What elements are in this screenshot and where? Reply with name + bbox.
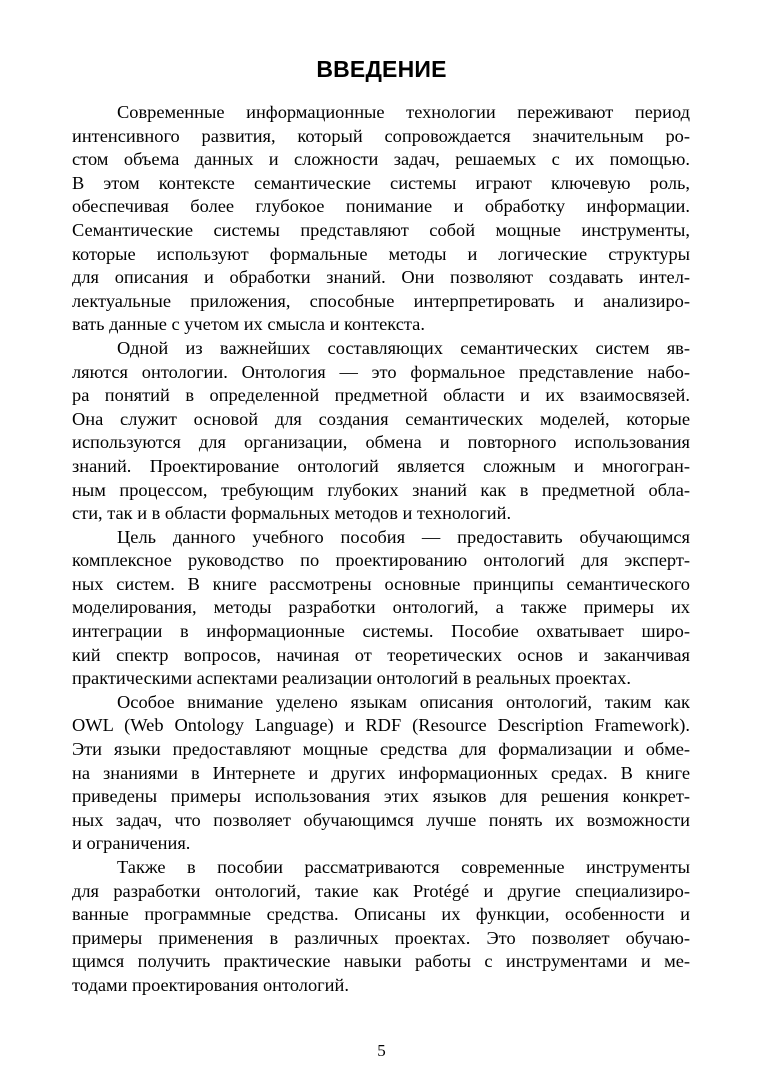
text-line: для описания и обработки знаний. Они позволяют создавать интел- (72, 267, 690, 288)
text-line: интенсивного развития, который сопровождается значительным ро- (72, 125, 690, 146)
text-line: и ограничения. (72, 833, 191, 854)
text-line: приведены примеры использования этих языков для решения конкрет- (72, 786, 690, 807)
text-line: лектуальные приложения, способные интерпретировать и анализиро- (72, 290, 690, 311)
text-line: вать данные с учетом их смысла и контекста. (72, 314, 425, 335)
text-line: используются для организации, обмена и повторного использования (72, 432, 690, 453)
text-line: ных задач, что позволяет обучающимся лучше понять их возможности (72, 809, 690, 830)
text-line: ра понятий в определенной предметной области и их взаимосвязей. (72, 385, 690, 406)
text-line: комплексное руководство по проектированию онтологий для эксперт- (72, 550, 690, 571)
text-line: для разработки онтологий, такие как Protégé и другие специализиро- (72, 880, 690, 901)
text-line: щимся получить практические навыки работы с инструментами и ме- (72, 951, 690, 972)
text-line: обеспечивая более глубокое понимание и обработку информации. (72, 196, 690, 217)
text-line: ляются онтологии. Онтология — это формальное представление набо- (72, 361, 690, 382)
text-line: ных систем. В книге рассмотрены основные принципы семантического (72, 573, 690, 594)
text-line: интеграции в информационные системы. Пособие охватывает широ- (72, 621, 690, 642)
text-line: на знаниями в Интернете и других информационных средах. В книге (72, 762, 690, 783)
text-line: стом объема данных и сложности задач, решаемых с их помощью. (72, 149, 690, 170)
text-line: Семантические системы представляют собой мощные инструменты, (72, 219, 690, 240)
text-line: Современные информационные технологии переживают период (117, 102, 690, 122)
text-line: примеры применения в различных проектах. Это позволяет обучаю- (72, 927, 690, 948)
text-line: В этом контексте семантические системы играют ключевую роль, (72, 172, 690, 193)
text-line: практическими аспектами реализации онтологий в реальных проектах. (72, 668, 631, 689)
text-line: Эти языки предоставляют мощные средства для формализации и обме- (72, 739, 690, 760)
text-line: сти, так и в области формальных методов и технологий. (72, 503, 512, 524)
text-line: которые используют формальные методы и логические структуры (72, 243, 690, 264)
text-line: тодами проектирования онтологий. (72, 974, 349, 995)
text-line: знаний. Проектирование онтологий является сложным и многогран- (72, 455, 690, 476)
page-number: 5 (377, 1041, 386, 1060)
page-title: ВВЕДЕНИЕ (316, 56, 447, 82)
text-line: Цель данного учебного пособия — предоставить обучающимся (117, 526, 690, 547)
text-line: Она служит основой для создания семантических моделей, которые (72, 408, 690, 429)
text-line: ным процессом, требующим глубоких знаний как в предметной обла- (72, 479, 690, 500)
text-line: кий спектр вопросов, начиная от теоретических основ и заканчивая (72, 644, 690, 665)
text-line: Одной из важнейших составляющих семантических систем яв- (117, 337, 690, 358)
body-text (72, 101, 690, 998)
text-line: OWL (Web Ontology Language) и RDF (Resource Description Framework). (72, 715, 690, 736)
text-line: моделирования, методы разработки онтологий, а также примеры их (72, 597, 690, 618)
text-line: Также в пособии рассматриваются современные инструменты (117, 857, 690, 877)
text-line: Особое внимание уделено языкам описания онтологий, таким как (117, 691, 690, 712)
text-line: ванные программные средства. Описаны их функции, особенности и (72, 904, 690, 925)
